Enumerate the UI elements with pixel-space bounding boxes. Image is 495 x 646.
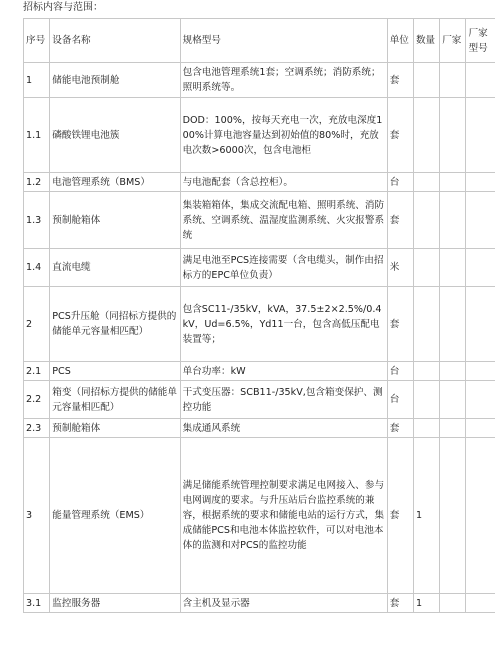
cell-name: 直流电缆 [50,249,180,287]
cell-spec: 集成通风系统 [180,419,387,438]
section-heading: 招标内容与范围： [23,2,103,13]
table-header-row [24,19,495,63]
cell-spec: DOD：100%，按每天充电一次，充放电深度100%计算电池容量达到初始值的80%时，充放电次数>6000次，包含电池柜 [180,98,387,173]
cell-maker [440,362,466,381]
cell-model [466,287,495,362]
cell-maker [440,594,466,613]
cell-spec: 满足电池至PCS连接需要（含电缆头，制作由招标方的EPC单位负责） [180,249,387,287]
cell-name: 箱变（同招标方提供的储能单元容量相匹配） [50,381,180,419]
header-qty: 数量 [413,19,439,63]
cell-no: 1 [24,63,50,98]
cell-spec: 集装箱箱体，集成交流配电箱、照明系统、消防系统、空调系统、温湿度监测系统、火灾报警系统 [180,192,387,249]
cell-model [466,362,495,381]
cell-spec: 与电池配套（含总控柜）。 [180,173,387,192]
cell-no: 1.4 [24,249,50,287]
cell-no: 2.1 [24,362,50,381]
cell-qty [413,362,439,381]
cell-unit: 套 [387,192,413,249]
table-row [24,438,495,594]
cell-unit: 套 [387,287,413,362]
cell-name: PCS升压舱（同招标方提供的储能单元容量相匹配） [50,287,180,362]
cell-name: 能量管理系统（EMS） [50,438,180,594]
cell-maker [440,249,466,287]
cell-model [466,594,495,613]
header-model: 厂家型号 [466,19,495,63]
cell-maker [440,419,466,438]
table-row [24,173,495,192]
cell-spec: 包含电池管理系统1套；空调系统；消防系统；照明系统等。 [180,63,387,98]
cell-spec: 含主机及显示器 [180,594,387,613]
equipment-table [23,18,495,613]
table-row [24,192,495,249]
cell-no: 1.2 [24,173,50,192]
table-row [24,362,495,381]
cell-model [466,63,495,98]
cell-no: 2 [24,287,50,362]
cell-maker [440,173,466,192]
header-spec: 规格型号 [180,19,387,63]
cell-qty [413,173,439,192]
cell-name: 预制舱箱体 [50,419,180,438]
cell-no: 2.2 [24,381,50,419]
header-maker: 厂家 [440,19,466,63]
cell-maker [440,63,466,98]
cell-maker [440,287,466,362]
cell-name: 预制舱箱体 [50,192,180,249]
cell-maker [440,98,466,173]
cell-no: 1.1 [24,98,50,173]
table-row [24,419,495,438]
header-unit: 单位 [387,19,413,63]
cell-qty [413,98,439,173]
cell-qty: 1 [413,438,439,594]
cell-qty [413,192,439,249]
cell-name: 磷酸铁锂电池簇 [50,98,180,173]
cell-unit: 套 [387,594,413,613]
cell-maker [440,192,466,249]
cell-name: 监控服务器 [50,594,180,613]
cell-unit: 台 [387,381,413,419]
cell-unit: 套 [387,63,413,98]
cell-spec: 干式变压器：SCB11-/35kV,包含箱变保护、测控功能 [180,381,387,419]
table-row [24,63,495,98]
cell-unit: 台 [387,362,413,381]
cell-model [466,249,495,287]
cell-model [466,192,495,249]
table-row [24,594,495,613]
cell-maker [440,438,466,594]
cell-spec: 满足储能系统管理控制要求满足电网接入、参与电网调度的要求。与升压站后台监控系统的兼容，根据系统的要求和储能电站的运行方式，集成储能PCS和电池本体监控软件，可以对电池本体的监测和对PCS的监控功能 [180,438,387,594]
cell-maker [440,381,466,419]
cell-unit: 套 [387,438,413,594]
cell-unit: 台 [387,173,413,192]
cell-model [466,381,495,419]
header-name: 设备名称 [50,19,180,63]
table-row [24,249,495,287]
header-no: 序号 [24,19,50,63]
cell-no: 3 [24,438,50,594]
cell-no: 1.3 [24,192,50,249]
table-row [24,98,495,173]
cell-name: PCS [50,362,180,381]
cell-model [466,98,495,173]
cell-qty: 1 [413,594,439,613]
cell-unit: 套 [387,98,413,173]
cell-no: 2.3 [24,419,50,438]
cell-unit: 套 [387,419,413,438]
cell-name: 储能电池预制舱 [50,63,180,98]
cell-spec: 包含SC11-/35kV，kVA，37.5±2×2.5%/0.4kV，Ud=6.5%，Yd11一台，包含高低压配电装置等； [180,287,387,362]
cell-qty [413,63,439,98]
cell-unit: 米 [387,249,413,287]
cell-qty [413,381,439,419]
cell-model [466,173,495,192]
table-row [24,381,495,419]
cell-name: 电池管理系统（BMS） [50,173,180,192]
cell-qty [413,287,439,362]
cell-model [466,419,495,438]
cell-no: 3.1 [24,594,50,613]
table-row [24,287,495,362]
cell-model [466,438,495,594]
cell-qty [413,419,439,438]
cell-spec: 单台功率：kW [180,362,387,381]
cell-qty [413,249,439,287]
